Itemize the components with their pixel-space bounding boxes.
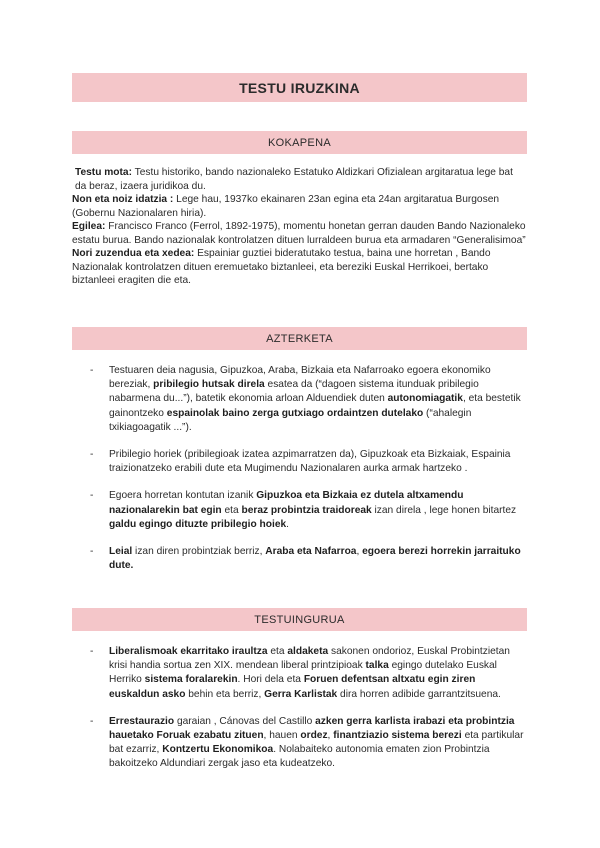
text: sakonen ondorioz, Euskal Probintzietan krisi handia sortua zen XIX. mendean liberal printzipioak xyxy=(109,646,510,672)
item-text: Pribilegio horiek (pribilegioak izatea azpimarratzen da), Gipuzkoak eta Bizkaiak, Espainia traizionatzeko erabili dute eta Mugimendu Nazionalaren aurka armak hartzeko . xyxy=(109,449,511,475)
bold-text: Gipuzkoa eta Bizkaia ez dutela altxamendu nazionalarekin bat egin xyxy=(109,490,464,516)
bold-text: Kontzertu Ekonomikoa xyxy=(162,744,274,756)
testuingurua-list xyxy=(72,645,527,772)
item-text xyxy=(109,545,527,573)
text: , hauen xyxy=(263,730,301,742)
list-item xyxy=(72,489,527,532)
section-title: AZTERKETA xyxy=(266,332,333,345)
text: izan direla , lege honen bitartez xyxy=(371,504,517,516)
bold-text: Liberalismoak ekarritako iraultza xyxy=(109,646,268,657)
bullet-dash: - xyxy=(90,490,94,502)
bold-text: espainolak baino zerga gutxiago ordaintzen dutelako xyxy=(166,407,424,419)
text: . Hori dela eta xyxy=(237,674,304,686)
list-item xyxy=(72,715,527,772)
bold-text: sistema foralarekin xyxy=(144,674,238,686)
text: Egoera horretan kontutan izanik xyxy=(109,490,257,502)
section-header-testuingurua xyxy=(72,608,527,631)
bold-text: talka xyxy=(365,660,389,672)
text: eta partikular bat ezarriz, xyxy=(109,730,524,756)
text: esatea da (“dagoen sistema itunduak pribilegio nabarmena du...”), batetik ekonomia arloan Alduendiek duten xyxy=(109,379,479,405)
section-title: TESTUINGURUA xyxy=(254,613,345,626)
text: Testuaren deia nagusia, Gipuzkoa, Araba, Bizkaia eta Nafarroako egoera ekonomiko bereziak, xyxy=(109,365,491,391)
bold-text: Araba eta Nafarroa xyxy=(265,546,357,558)
label: Nori zuzendua eta xedea: xyxy=(72,248,195,259)
bullet-dash: - xyxy=(90,365,94,376)
text: Francisco Franco (Ferrol, 1892-1975), momentu honetan gerran dauden Bando Nazionaleko estatu burua. Bando nazionalak kontrolatzen dituen lurraldeen burua eta armadaren “Generalisimoa” xyxy=(72,221,526,246)
list-item xyxy=(72,645,527,702)
item-text xyxy=(109,489,527,532)
text: Testu historiko, bando nazionaleko Estatuko Aldizkari Ofizialean argitaratua lege bat da beraz, izaera juridikoa du. xyxy=(75,167,513,192)
item-text xyxy=(109,715,527,772)
nori-paragraph xyxy=(72,247,527,288)
text: (“ahalegin txikiagoagatik ...”). xyxy=(109,407,472,433)
text: dira horren adibide garrantzitsuena. xyxy=(337,688,501,700)
text: garaian , Cánovas del Castillo xyxy=(174,715,316,727)
text: . xyxy=(286,518,289,530)
label: Egilea: xyxy=(72,221,106,232)
text: Espainiar guztiei bideratutako testua, baina une horretan , Bando Nazionalak kontrolatzen dituen eremuetako biztanleei, eta bereziki Euskal Herrikoei, bertako biztanleei eragiten die eta. xyxy=(72,248,491,286)
text: , eta bestetik gainontzeko xyxy=(109,393,521,419)
page-title: TESTU IRUZKINA xyxy=(239,79,360,96)
bold-text: autonomiagatik xyxy=(387,393,463,405)
bold-text: pribilegio hutsak direla xyxy=(153,379,265,391)
bold-text: egoera berezi horrekin jarraituko dute. xyxy=(109,546,521,572)
text: behin eta berriz, xyxy=(185,688,265,700)
item-text xyxy=(109,645,527,702)
title-banner xyxy=(72,73,527,102)
text: izan diren probintziak berriz, xyxy=(132,546,266,558)
section-title: KOKAPENA xyxy=(268,136,331,149)
testu-mota-paragraph xyxy=(72,166,527,193)
bullet-dash: - xyxy=(90,546,94,558)
bullet-dash: - xyxy=(90,646,94,657)
bold-text: ordez xyxy=(300,730,328,742)
kokapena-content xyxy=(72,166,527,288)
bullet-dash: - xyxy=(90,715,94,727)
bold-text: aldaketa xyxy=(287,646,329,657)
bold-text: galdu egingo dituzte pribilegio hoiek xyxy=(109,518,287,530)
label: Non eta noiz idatzia : xyxy=(72,194,174,205)
azterketa-list xyxy=(72,364,527,573)
item-text xyxy=(109,364,527,435)
bold-text: Foruen defentsan altxatu egin ziren euskaldun asko xyxy=(109,674,476,700)
bold-text: Gerra Karlistak xyxy=(264,688,338,700)
text: . Nolabaiteko autonomia ematen zion Probintzia bakoitzeko Aldundiari zergak jaso eta kudeatzeko. xyxy=(109,744,490,770)
bold-text: Leial xyxy=(109,546,133,558)
bold-text: Errestaurazio xyxy=(109,715,175,727)
text: , xyxy=(327,730,334,742)
bold-text: finantziazio sistema berezi xyxy=(333,730,462,742)
bullet-dash: - xyxy=(90,449,94,461)
label: Testu mota: xyxy=(75,167,132,178)
text: , xyxy=(356,546,363,558)
list-item xyxy=(72,545,527,573)
text: Lege hau, 1937ko ekainaren 23an egina eta 24an argitaratua Burgosen (Gobernu Nazionalaren hiria). xyxy=(72,194,500,219)
non-paragraph xyxy=(72,193,527,220)
egilea-paragraph xyxy=(72,220,527,247)
text: eta xyxy=(267,646,288,657)
text: eta xyxy=(221,504,242,516)
list-item xyxy=(72,364,527,435)
bold-text: beraz probintzia traidoreak xyxy=(241,504,372,516)
list-item xyxy=(72,448,527,476)
section-header-azterketa xyxy=(72,327,527,350)
text: egingo dutelako Euskal Herriko xyxy=(109,660,497,686)
section-header-kokapena xyxy=(72,131,527,154)
bold-text: azken gerra karlista irabazi eta probintzia hauetako Foruak ezabatu zituen xyxy=(109,715,515,742)
